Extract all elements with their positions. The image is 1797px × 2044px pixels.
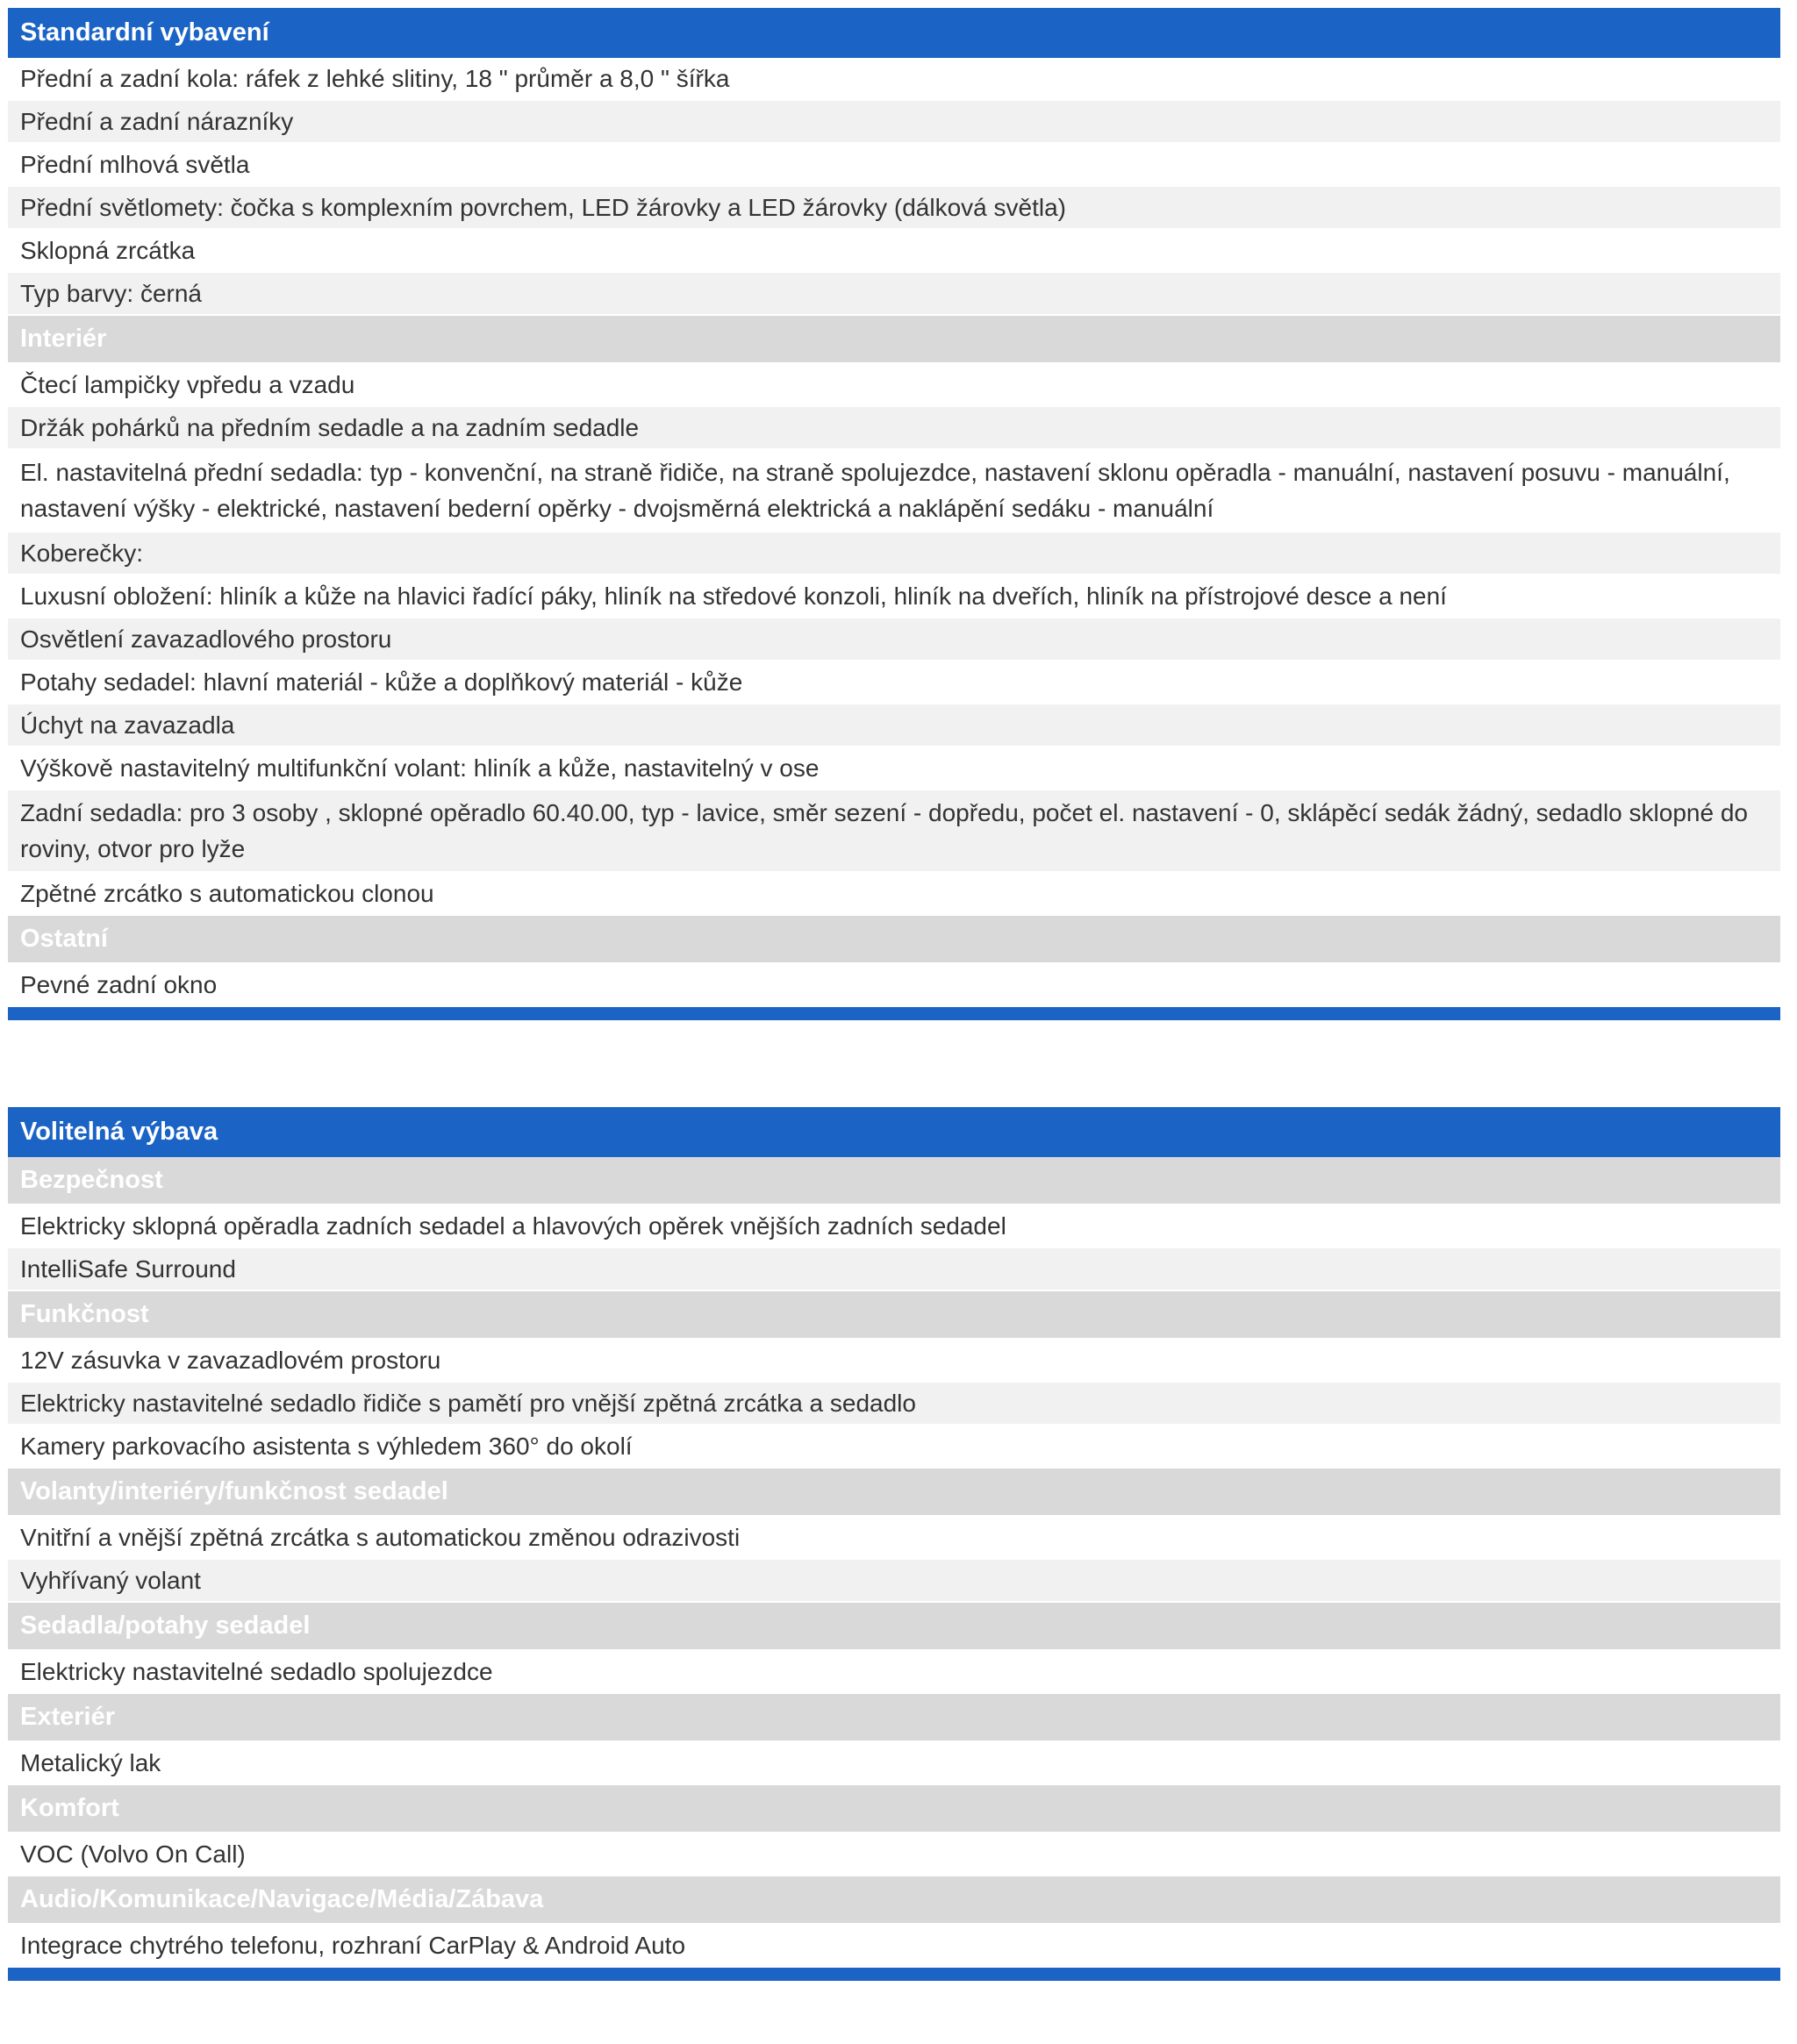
standard-equipment-list [8, 58, 1780, 1007]
equipment-item: Osvětlení zavazadlového prostoru [8, 618, 1780, 661]
section-heading: Bezpečnost [8, 1157, 1780, 1205]
equipment-item: Zadní sedadla: pro 3 osoby , sklopné opěradlo 60.40.00, typ - lavice, směr sezení - dopředu, počet el. nastavení - 0, sklápěcí sedák žádný, sedadlo sklopné do roviny, otvor pro lyže [8, 790, 1780, 873]
section-heading: Funkčnost [8, 1291, 1780, 1340]
standard-equipment-header: Standardní vybavení [8, 8, 1780, 58]
equipment-item: Vnitřní a vnější zpětná zrcátka s automatickou změnou odrazivosti [8, 1517, 1780, 1560]
equipment-item: Čtecí lampičky vpředu a vzadu [8, 364, 1780, 407]
section-heading: Sedadla/potahy sedadel [8, 1603, 1780, 1651]
equipment-item: Přední mlhová světla [8, 144, 1780, 187]
optional-equipment-list [8, 1157, 1780, 1968]
section-heading: Audio/Komunikace/Navigace/Média/Zábava [8, 1876, 1780, 1925]
equipment-item: Luxusní obložení: hliník a kůže na hlavici řadící páky, hliník na středové konzoli, hliník na dveřích, hliník na přístrojové desce a není [8, 575, 1780, 618]
equipment-item: Pevné zadní okno [8, 964, 1780, 1007]
equipment-item: Držák pohárků na předním sedadle a na zadním sedadle [8, 407, 1780, 450]
equipment-item: Zpětné zrcátko s automatickou clonou [8, 873, 1780, 916]
equipment-item: El. nastavitelná přední sedadla: typ - konvenční, na straně řidiče, na straně spolujezdce, nastavení sklonu opěradla - manuální, nastavení posuvu - manuální, nastavení výšky - elektrické, nastavení bederní opěrky - dvojsměrná elektrická a naklápění sedáku - manuální [8, 450, 1780, 532]
optional-equipment-header: Volitelná výbava [8, 1107, 1780, 1157]
equipment-item: Integrace chytrého telefonu, rozhraní CarPlay & Android Auto [8, 1925, 1780, 1968]
equipment-item: Kamery parkovacího asistenta s výhledem 360° do okolí [8, 1426, 1780, 1469]
optional-equipment-bottom-bar [8, 1968, 1780, 1981]
equipment-item: 12V zásuvka v zavazadlovém prostoru [8, 1340, 1780, 1383]
equipment-item: Přední světlomety: čočka s komplexním povrchem, LED žárovky a LED žárovky (dálková světla) [8, 187, 1780, 230]
equipment-item: Sklopná zrcátka [8, 230, 1780, 273]
equipment-item: Elektricky nastavitelné sedadlo spolujezdce [8, 1651, 1780, 1694]
optional-equipment-panel [8, 1107, 1780, 1981]
section-heading: Komfort [8, 1785, 1780, 1833]
section-heading: Ostatní [8, 916, 1780, 964]
equipment-item: Přední a zadní nárazníky [8, 101, 1780, 144]
equipment-item: Koberečky: [8, 532, 1780, 575]
equipment-item: Vyhřívaný volant [8, 1560, 1780, 1603]
standard-equipment-bottom-bar [8, 1007, 1780, 1020]
section-heading: Volanty/interiéry/funkčnost sedadel [8, 1469, 1780, 1517]
equipment-item: Metalický lak [8, 1742, 1780, 1785]
equipment-item: Typ barvy: černá [8, 273, 1780, 316]
standard-equipment-panel [8, 8, 1780, 1020]
equipment-item: VOC (Volvo On Call) [8, 1833, 1780, 1876]
equipment-item: Úchyt na zavazadla [8, 704, 1780, 747]
equipment-item: Přední a zadní kola: ráfek z lehké slitiny, 18 " průměr a 8,0 " šířka [8, 58, 1780, 101]
section-heading: Interiér [8, 316, 1780, 364]
equipment-item: Elektricky sklopná opěradla zadních sedadel a hlavových opěrek vnějších zadních sedadel [8, 1205, 1780, 1248]
equipment-item: Elektricky nastavitelné sedadlo řidiče s pamětí pro vnější zpětná zrcátka a sedadlo [8, 1383, 1780, 1426]
section-heading: Exteriér [8, 1694, 1780, 1742]
equipment-item: Výškově nastavitelný multifunkční volant: hliník a kůže, nastavitelný v ose [8, 747, 1780, 790]
equipment-item: Potahy sedadel: hlavní materiál - kůže a doplňkový materiál - kůže [8, 661, 1780, 704]
equipment-item: IntelliSafe Surround [8, 1248, 1780, 1291]
